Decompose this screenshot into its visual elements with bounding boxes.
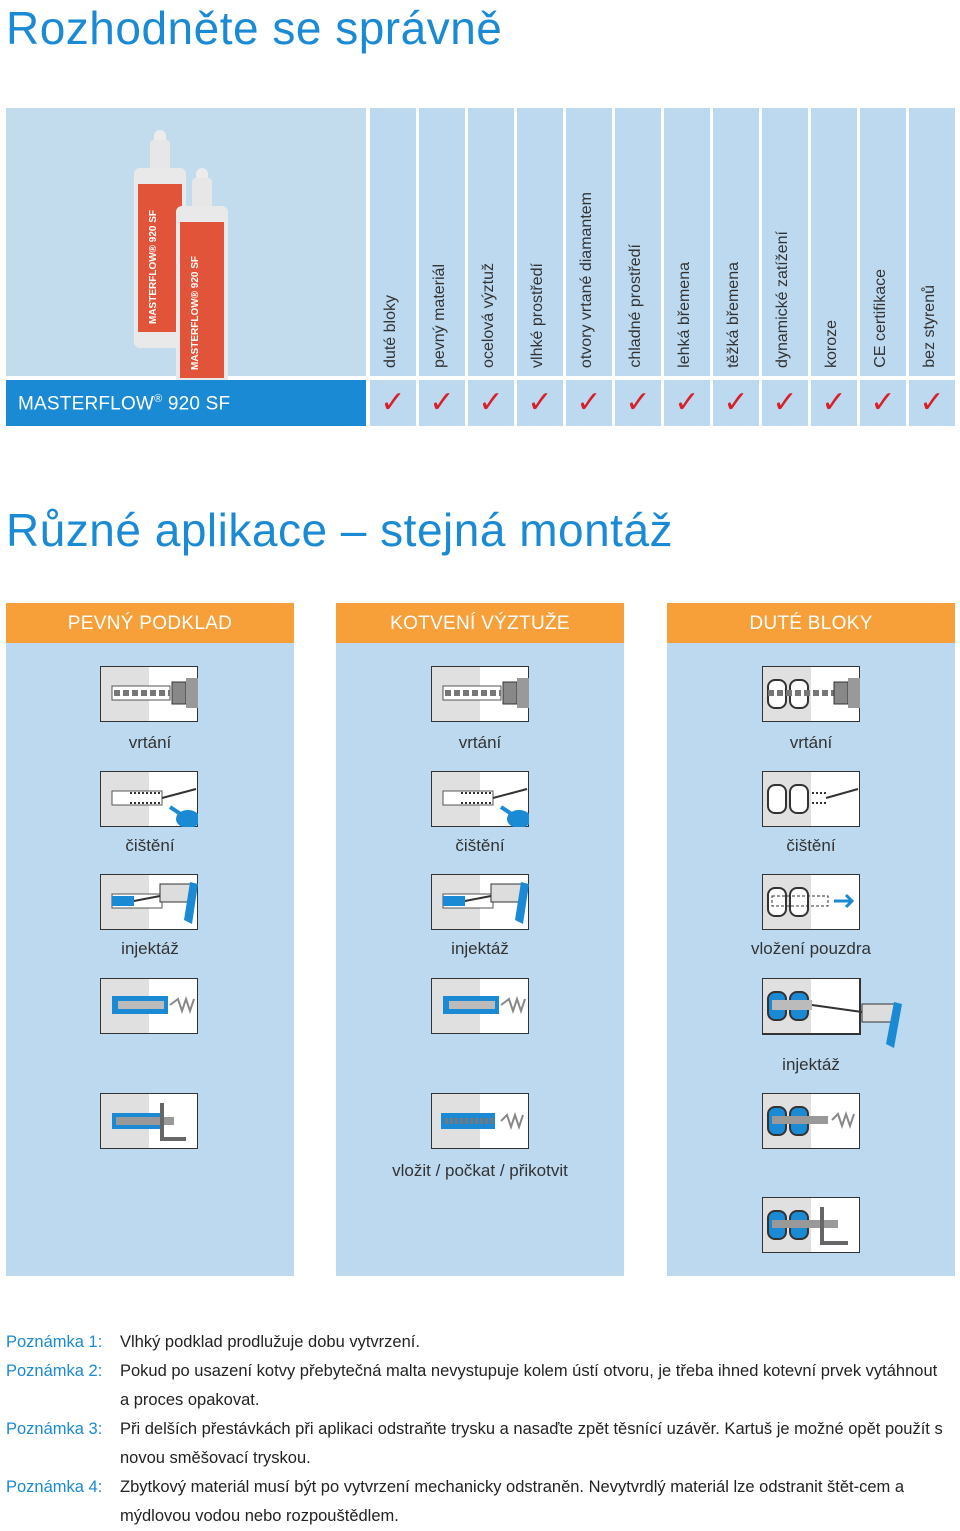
- injection-illustration: [100, 874, 198, 930]
- check-icon: ✓: [674, 386, 700, 419]
- check-cell: [860, 380, 906, 426]
- note-2: Poznámka 2: Pokud po usazení kotvy přebytečná malta nevystupuje kolem ústí otvoru, je třeba ihned kotevní prvek vytáhnout a proces opakovat.: [6, 1362, 938, 1409]
- hollow-anchor-set-illustration: [762, 1093, 860, 1149]
- check-cell: [713, 380, 759, 426]
- column-header-label: dynamické zatížení: [774, 231, 791, 368]
- step-label: vrtání: [128, 733, 172, 752]
- bottle-label-text: MASTERFLOW® 920 SF: [148, 209, 159, 324]
- cleaning-illustration: [762, 771, 860, 827]
- column-header: [713, 108, 759, 376]
- product-name: MASTERFLOW® 920 SF: [18, 393, 231, 415]
- step-label: čištění: [455, 836, 505, 855]
- column-header: [909, 108, 955, 376]
- column-header-label: těžká břemena: [725, 262, 742, 368]
- column-header: [860, 108, 906, 376]
- bottle-label-text: MASTERFLOW® 920 SF: [190, 255, 201, 370]
- injection-illustration: [762, 978, 902, 1034]
- step-label: injektáž: [451, 939, 509, 958]
- notes-section: [6, 1328, 946, 1531]
- rebar-set-illustration: [431, 978, 529, 1034]
- step-label: čištění: [125, 836, 175, 855]
- check-cell: [664, 380, 710, 426]
- selection-table: [6, 108, 956, 426]
- step-label: vrtání: [458, 733, 502, 752]
- page-title: Rozhodněte se správně: [6, 2, 503, 54]
- column-header: [811, 108, 857, 376]
- hollow-fixture-illustration: [762, 1197, 860, 1253]
- check-cell: [566, 380, 612, 426]
- check-cell: [468, 380, 514, 426]
- cleaning-illustration: [431, 771, 529, 827]
- check-icon: ✓: [380, 386, 406, 419]
- cleaning-illustration: [100, 771, 198, 827]
- fixture-illustration: [100, 1093, 198, 1149]
- check-icon: ✓: [772, 386, 798, 419]
- column-header-label: pevný materiál: [431, 263, 448, 368]
- step-label: vložení pouzdra: [750, 939, 872, 958]
- note-1: Poznámka 1: Vlhký podklad prodlužuje dobu vytvrzení.: [6, 1333, 420, 1351]
- column-header: [762, 108, 808, 376]
- check-icon: ✓: [870, 386, 896, 419]
- shared-step-label: vložit / počkat / přikotvit: [392, 1161, 568, 1180]
- check-icon: ✓: [625, 386, 651, 419]
- column-header: [419, 108, 465, 376]
- check-icon: ✓: [576, 386, 602, 419]
- check-icon: ✓: [919, 386, 945, 419]
- column-header: [370, 108, 416, 376]
- check-icon: ✓: [527, 386, 553, 419]
- rebar-fixed-illustration: [431, 1093, 529, 1149]
- column-header-label: lehká břemena: [676, 262, 693, 368]
- product-image-cell: [6, 108, 366, 376]
- step-label: čištění: [786, 836, 836, 855]
- column-header-label: otvory vrtané diamantem: [578, 191, 595, 368]
- column-header-label: vlhké prostředí: [529, 263, 546, 368]
- check-cell: [517, 380, 563, 426]
- application-header: KOTVENÍ VÝZTUŽE: [336, 603, 624, 643]
- drilling-illustration: [762, 666, 860, 722]
- step-label: injektáž: [121, 939, 179, 958]
- column-header: [468, 108, 514, 376]
- application-header: PEVNÝ PODKLAD: [6, 603, 294, 643]
- step-label: vrtání: [789, 733, 833, 752]
- note-4: Poznámka 4: Zbytkový materiál musí být po vytvrzení mechanicky odstraněn. Nevytvrdlý materiál lze odstranit štět-cem a mýdlovou vodou nebo rozpouštědlem.: [6, 1478, 905, 1525]
- section-title: Různé aplikace – stejná montáž: [6, 504, 674, 556]
- check-cell: [909, 380, 955, 426]
- column-header-label: chladné prostředí: [627, 244, 644, 368]
- column-header: [566, 108, 612, 376]
- sleeve-insert-illustration: [762, 874, 860, 930]
- column-header-label: koroze: [823, 319, 840, 368]
- check-cell: [419, 380, 465, 426]
- check-cell: [811, 380, 857, 426]
- note-3: Poznámka 3: Při delších přestávkách při aplikaci odstraňte trysku a nasaďte zpět těsnící uzávěr. Kartuš je možné opět použít s novou směšovací tryskou.: [6, 1420, 943, 1467]
- column-header-label: duté bloky: [382, 295, 399, 368]
- column-header: [517, 108, 563, 376]
- column-header-label: bez styrenů: [921, 285, 938, 368]
- injection-illustration: [431, 874, 529, 930]
- column-header: [615, 108, 661, 376]
- check-icon: ✓: [821, 386, 847, 419]
- drilling-illustration: [431, 666, 529, 722]
- check-icon: ✓: [429, 386, 455, 419]
- product-row: [6, 380, 366, 426]
- step-label: injektáž: [782, 1055, 840, 1074]
- application-header: DUTÉ BLOKY: [667, 603, 955, 643]
- check-cell: [370, 380, 416, 426]
- check-icon: ✓: [723, 386, 749, 419]
- column-header-label: ocelová výztuž: [480, 263, 497, 368]
- column-header-label: CE certifikace: [872, 269, 889, 368]
- drilling-illustration: [100, 666, 198, 722]
- check-cell: [762, 380, 808, 426]
- column-header: [664, 108, 710, 376]
- anchor-set-illustration: [100, 978, 198, 1034]
- check-cell: [615, 380, 661, 426]
- check-icon: ✓: [478, 386, 504, 419]
